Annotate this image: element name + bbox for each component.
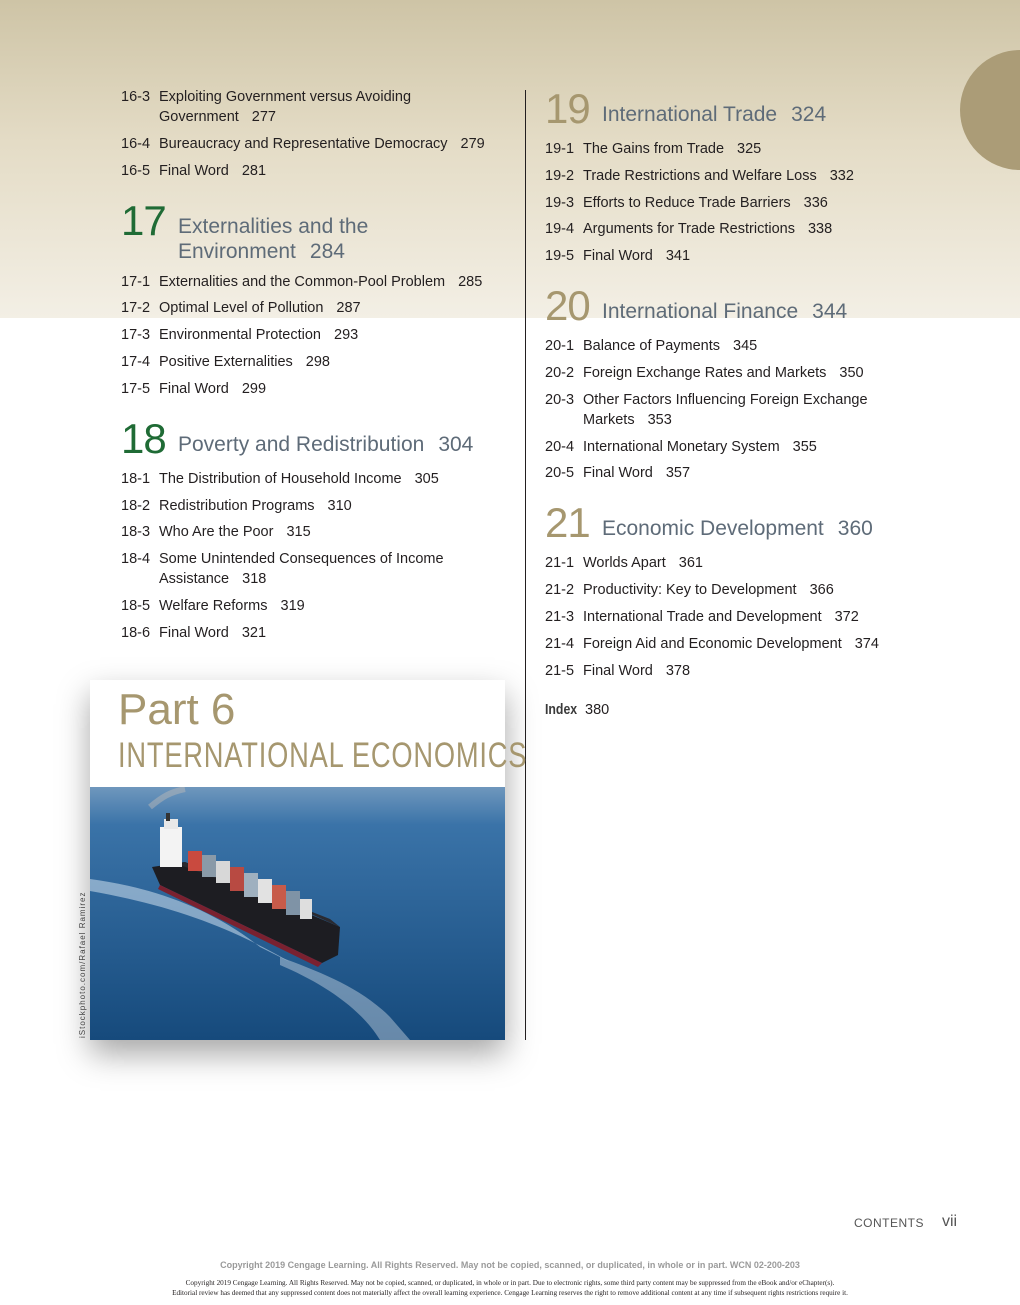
section-title: Exploiting Government versus Avoiding Government: [159, 89, 412, 125]
toc-entry[interactable]: [121, 272, 516, 292]
footer-section-label: CONTENTS: [854, 1216, 924, 1230]
section-page: 321: [241, 624, 267, 641]
chapter-page: 344: [812, 300, 848, 324]
section-page: 336: [803, 194, 828, 211]
toc-entry[interactable]: [545, 336, 965, 356]
toc-entry[interactable]: [545, 219, 965, 239]
index-entry[interactable]: [545, 701, 965, 718]
toc-entry[interactable]: [121, 134, 516, 154]
chapter-title: International Trade: [602, 103, 778, 126]
section-number: 16-5: [121, 162, 151, 179]
chapter-title: Externalities and the Environment: [178, 214, 369, 263]
section-page: 338: [807, 221, 833, 238]
copyright-notice: Copyright 2019 Cengage Learning. All Rights Reserved. May not be copied, scanned, or duplicated, in whole or in part. WCN 02-200-203: [220, 1260, 800, 1270]
section-title: Worlds Apart: [583, 555, 666, 572]
section-title: Foreign Exchange Rates and Markets: [583, 364, 827, 381]
toc-left-column: [121, 87, 516, 650]
section-page: 332: [829, 167, 854, 184]
section-page: 353: [647, 411, 672, 428]
section-title: Bureaucracy and Representative Democracy: [159, 135, 448, 152]
section-page: 277: [251, 109, 276, 125]
section-page: 310: [327, 497, 352, 514]
section-title: Environmental Protection: [159, 327, 321, 344]
section-number: 21-4: [545, 635, 575, 652]
section-number: 20-1: [545, 338, 575, 355]
toc-entry[interactable]: [121, 87, 516, 127]
section-number: 17-3: [121, 327, 151, 344]
copyright-fine-print: [0, 1278, 1020, 1298]
section-page: 279: [460, 135, 485, 152]
section-title: Other Factors Influencing Foreign Exchange Markets: [583, 391, 868, 428]
toc-entry[interactable]: [545, 580, 965, 600]
section-page: 361: [678, 555, 703, 572]
section-number: 17-5: [121, 380, 151, 397]
toc-entry[interactable]: [121, 469, 516, 489]
toc-entry[interactable]: [121, 379, 516, 399]
section-number: 19-5: [545, 248, 575, 265]
section-page: 378: [665, 662, 691, 679]
toc-entry[interactable]: [121, 596, 516, 616]
chapter-heading[interactable]: [545, 501, 965, 545]
section-title: Externalities and the Common-Pool Problem: [159, 273, 446, 290]
section-title: Some Unintended Consequences of Income Assistance: [159, 551, 444, 588]
section-title: Arguments for Trade Restrictions: [583, 221, 795, 238]
photo-credit: iStockphoto.com/Rafael Ramirez: [78, 891, 87, 1038]
section-title: International Monetary System: [583, 438, 780, 455]
section-title: Positive Externalities: [159, 353, 293, 370]
section-page: 366: [809, 582, 834, 599]
copyright-line: Copyright 2019 Cengage Learning. All Rights Reserved. May not be copied, scanned, or duplicated, in whole or in part. Due to electronic rights, some third party content may be suppressed from the eBook and/or eChapter(s).: [185, 1279, 835, 1287]
chapter-title: Economic Development: [602, 517, 824, 541]
toc-entry[interactable]: [545, 607, 965, 627]
section-number: 20-3: [545, 391, 575, 408]
toc-entry[interactable]: [545, 437, 965, 457]
section-number: 18-6: [121, 624, 151, 641]
toc-entry[interactable]: [121, 522, 516, 542]
toc-entry[interactable]: [121, 325, 516, 345]
chapter-title: Poverty and Redistribution: [178, 432, 425, 456]
section-number: 18-4: [121, 551, 151, 568]
section-number: 19-1: [545, 141, 575, 157]
section-title: Final Word: [583, 248, 653, 265]
section-title: Final Word: [159, 162, 229, 179]
section-page: 345: [733, 338, 758, 355]
section-page: 357: [665, 465, 691, 482]
section-number: 21-2: [545, 582, 575, 599]
toc-entry[interactable]: [545, 553, 965, 573]
toc-entry[interactable]: [121, 623, 516, 643]
section-number: 17-1: [121, 273, 151, 290]
section-page: 299: [241, 380, 267, 397]
section-page: 287: [336, 300, 361, 317]
section-number: 16-3: [121, 89, 151, 105]
chapter-page: 324: [791, 103, 827, 126]
section-number: 21-5: [545, 662, 575, 679]
column-divider: [525, 90, 526, 1040]
toc-entry[interactable]: [121, 298, 516, 318]
section-page: 325: [737, 141, 762, 157]
chapter-heading[interactable]: [121, 196, 516, 264]
toc-entry[interactable]: [545, 390, 965, 430]
chapter-page: 284: [309, 239, 345, 263]
toc-entry[interactable]: [121, 496, 516, 516]
section-number: 18-2: [121, 497, 151, 514]
section-number: 18-3: [121, 524, 151, 541]
section-page: 355: [792, 438, 817, 455]
section-number: 20-4: [545, 438, 575, 455]
section-number: 19-2: [545, 167, 575, 184]
cargo-ship-illustration: [90, 787, 505, 1040]
section-title: The Gains from Trade: [583, 141, 725, 157]
chapter-heading[interactable]: [545, 87, 965, 131]
section-page: 319: [280, 597, 305, 614]
section-title: The Distribution of Household Income: [159, 470, 402, 487]
toc-right-column: [545, 87, 965, 718]
toc-entry[interactable]: [121, 161, 516, 181]
section-title: International Trade and Development: [583, 608, 822, 625]
section-number: 19-4: [545, 221, 575, 238]
section-page: 285: [458, 273, 483, 290]
chapter-heading[interactable]: [545, 284, 965, 328]
section-page: 281: [241, 162, 267, 179]
section-number: 20-5: [545, 465, 575, 482]
section-title: Productivity: Key to Development: [583, 582, 797, 599]
section-page: 374: [854, 635, 879, 652]
section-number: 16-4: [121, 135, 151, 152]
toc-entry[interactable]: [545, 166, 965, 186]
section-title: Final Word: [159, 380, 229, 397]
index-page: 380: [585, 701, 610, 718]
chapter-number: 21: [545, 499, 590, 547]
chapter-page: 360: [837, 517, 873, 541]
section-number: 21-1: [545, 555, 575, 572]
chapter-number: 18: [121, 414, 166, 462]
toc-entry[interactable]: [545, 193, 965, 213]
section-title: Redistribution Programs: [159, 497, 315, 514]
toc-entry[interactable]: [121, 352, 516, 372]
section-page: 293: [334, 327, 359, 344]
chapter-page: 304: [438, 432, 474, 456]
part-title: INTERNATIONAL ECONOMICS: [118, 736, 528, 775]
copyright-line: Editorial review has deemed that any suppressed content does not materially affect the overall learning experience. Cengage Learning reserves the right to remove additional content at any time if subsequent rights restrictions require it.: [172, 1289, 848, 1297]
chapter-number: 20: [545, 282, 590, 330]
cargo-ship-photo: [90, 787, 505, 1040]
section-page: 341: [665, 248, 691, 265]
toc-entry[interactable]: [545, 634, 965, 654]
section-title: Who Are the Poor: [159, 524, 274, 541]
part-number: Part 6: [118, 685, 236, 734]
section-number: 20-2: [545, 364, 575, 381]
toc-entry[interactable]: [545, 661, 965, 681]
section-page: 350: [839, 364, 864, 381]
toc-entry[interactable]: [121, 549, 516, 589]
section-number: 18-1: [121, 470, 151, 487]
section-title: Trade Restrictions and Welfare Loss: [583, 167, 817, 184]
toc-entry[interactable]: [545, 363, 965, 383]
section-title: Final Word: [583, 465, 653, 482]
chapter-title: International Finance: [602, 300, 799, 324]
toc-entry[interactable]: [545, 246, 965, 266]
section-page: 298: [305, 353, 330, 370]
section-title: Optimal Level of Pollution: [159, 300, 324, 317]
section-number: 21-3: [545, 608, 575, 625]
section-number: 19-3: [545, 194, 575, 211]
section-page: 318: [242, 571, 267, 588]
section-title: Efforts to Reduce Trade Barriers: [583, 194, 791, 211]
chapter-heading[interactable]: [121, 414, 516, 462]
toc-entry[interactable]: [545, 139, 965, 159]
part-card: [90, 680, 528, 1040]
section-title: Final Word: [583, 662, 653, 679]
toc-entry[interactable]: [545, 463, 965, 483]
section-number: 18-5: [121, 597, 151, 614]
section-page: 305: [414, 470, 439, 487]
index-label: Index: [545, 700, 578, 718]
section-title: Welfare Reforms: [159, 597, 268, 614]
section-title: Balance of Payments: [583, 338, 721, 355]
section-number: 17-2: [121, 300, 151, 317]
footer-page-number: vii: [942, 1213, 958, 1230]
chapter-number: 17: [121, 196, 166, 244]
section-page: 372: [834, 608, 859, 625]
section-page: 315: [286, 524, 311, 541]
chapter-number: 19: [545, 85, 590, 132]
section-number: 17-4: [121, 353, 151, 370]
section-title: Final Word: [159, 624, 229, 641]
section-title: Foreign Aid and Economic Development: [583, 635, 842, 652]
